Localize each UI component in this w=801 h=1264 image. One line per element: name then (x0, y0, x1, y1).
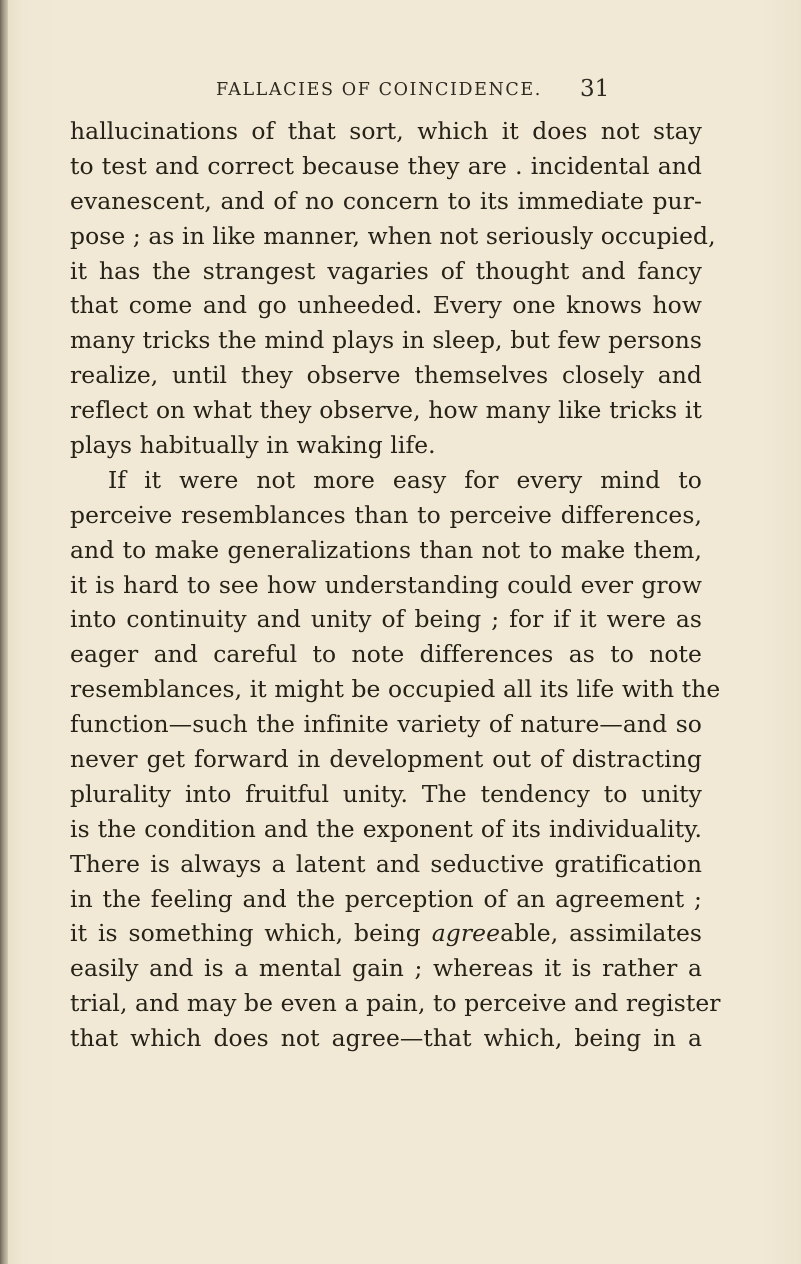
running-head (0, 76, 801, 106)
text-line: to test and correct because they are . incidental and (70, 151, 702, 180)
text-line: pose ; as in like manner, when not seriously occupied, (70, 221, 716, 250)
text-line: many tricks the mind plays in sleep, but few persons (70, 326, 702, 355)
text-line: evanescent, and of no concern to its immediate pur- (70, 186, 702, 215)
text-segment: it is something which, being (70, 919, 432, 948)
text-line: perceive resemblances than to perceive differences, (70, 500, 702, 529)
italic-emphasis: agree (431, 919, 501, 948)
page-gutter-shadow (0, 0, 8, 1264)
text-line: function—such the infinite variety of nature—and so (70, 710, 702, 739)
text-line: resemblances, it might be occupied all its life with the (70, 675, 721, 704)
text-line: realize, until they observe themselves closely and (70, 361, 702, 390)
paragraph-end-line: plays habitually in waking life. (70, 431, 436, 460)
text-line: in the feeling and the perception of an agreement ; (70, 884, 702, 913)
page-number: 31 (580, 76, 610, 102)
text-line: never get forward in development out of distracting (70, 745, 702, 774)
running-head-title: FALLACIES OF COINCIDENCE. (216, 80, 542, 100)
text-line: it is hard to see how understanding could ever grow (70, 570, 702, 599)
text-segment: able, assimilates (500, 919, 702, 948)
text-line: is the condition and the exponent of its individuality. (70, 814, 702, 843)
text-line: into continuity and unity of being ; for if it were as (70, 605, 702, 634)
text-line: that which does not agree—that which, being in a (70, 1024, 702, 1053)
text-line: eager and careful to note differences as to note (70, 640, 702, 669)
body-text (70, 114, 721, 1056)
text-line: it has the strangest vagaries of thought and fancy (70, 256, 702, 285)
text-line: trial, and may be even a pain, to perceive and register (70, 989, 721, 1018)
text-line: that come and go unheeded. Every one knows how (70, 291, 702, 320)
text-line: hallucinations of that sort, which it does not stay (70, 117, 702, 145)
text-line: plurality into fruitful unity. The tendency to unity (70, 779, 702, 808)
text-line-with-italic (70, 916, 702, 951)
text-line: easily and is a mental gain ; whereas it is rather a (70, 954, 702, 983)
text-line: and to make generalizations than not to make them, (70, 535, 702, 564)
text-line: There is always a latent and seductive gratification (70, 849, 702, 878)
paragraph-first-line: If it were not more easy for every mind to (108, 465, 702, 494)
text-line: reflect on what they observe, how many like tricks it (70, 396, 702, 425)
